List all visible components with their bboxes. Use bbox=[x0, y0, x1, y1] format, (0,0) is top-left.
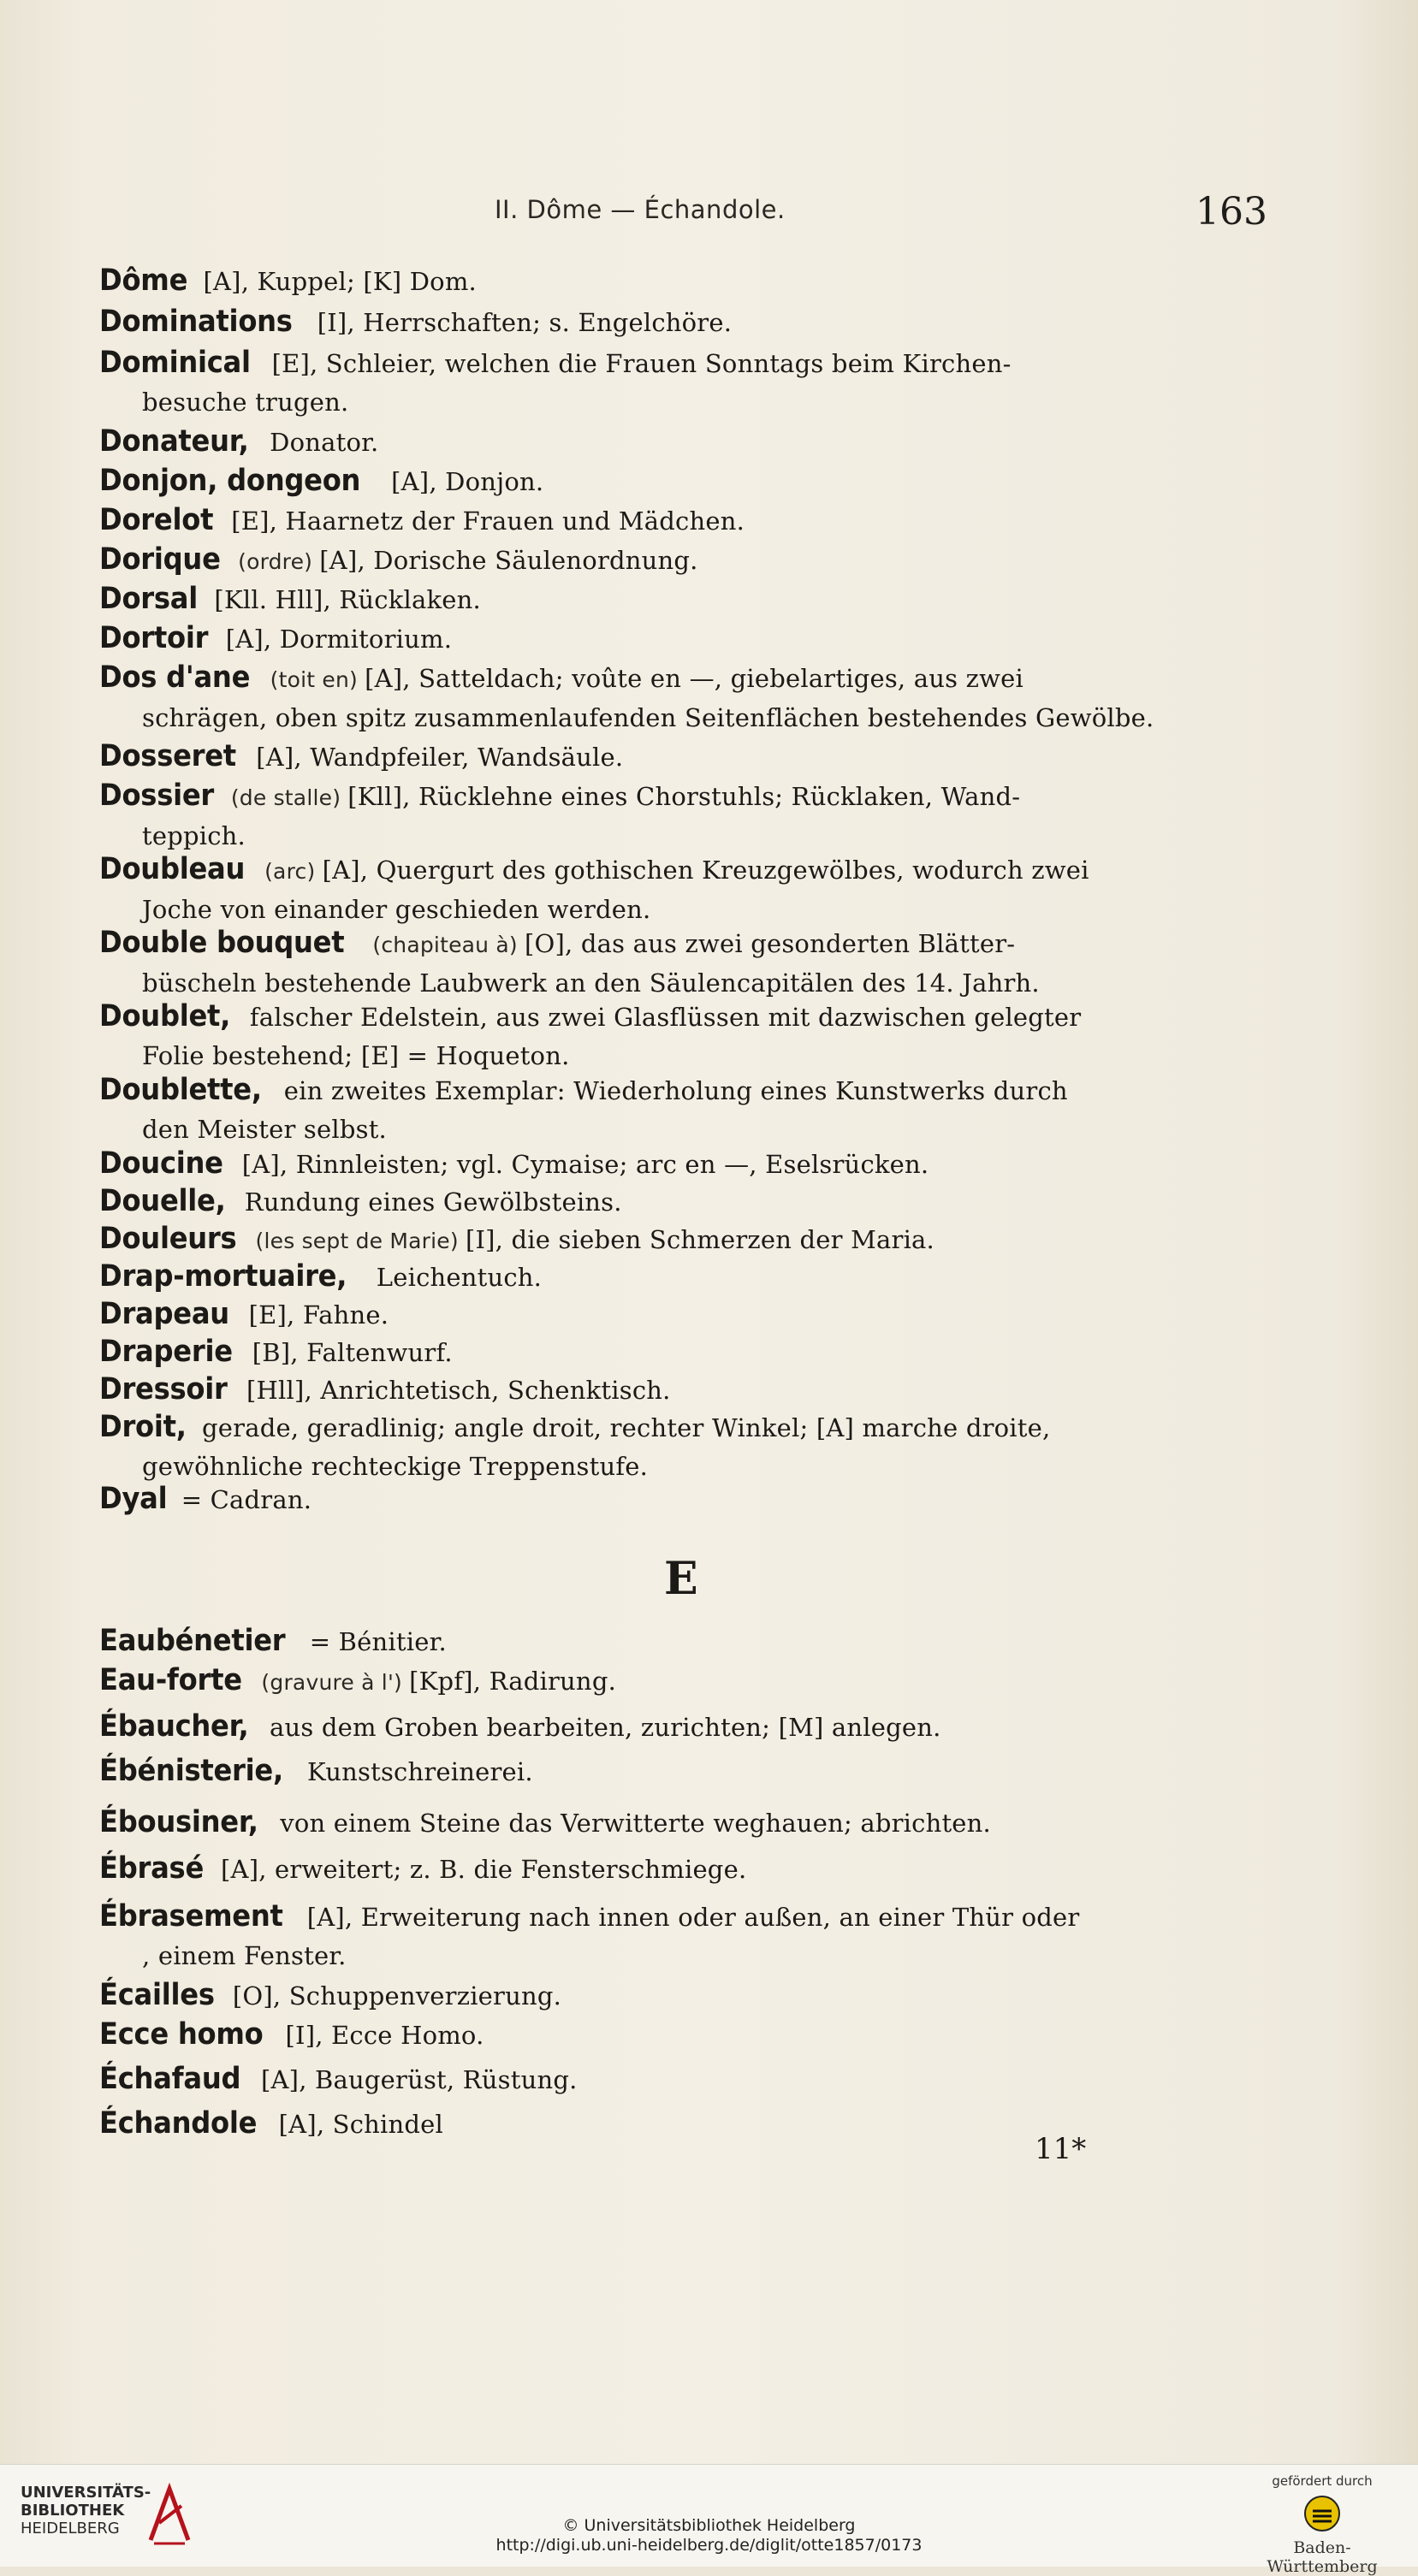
entry-text: [E], Haarnetz der Frauen und Mädchen. bbox=[222, 506, 745, 536]
entry bbox=[99, 2060, 1272, 2099]
entry-text: [I], die sieben Schmerzen der Maria. bbox=[466, 1225, 934, 1254]
entry-headword: Droit, bbox=[99, 1410, 187, 1444]
entry-text: [A], Wandpfeiler, Wandsäule. bbox=[247, 743, 624, 772]
entry bbox=[99, 659, 1272, 737]
entry bbox=[99, 1480, 1272, 1519]
entry-headword: Douelle, bbox=[99, 1184, 226, 1218]
entry-continuation: , einem Fenster. bbox=[142, 1941, 347, 1970]
entry-text: [E], Schleier, welchen die Frauen Sonntags beim Kirchen- bbox=[264, 349, 1012, 378]
entry-text: von einem Steine das Verwitterte weghauen; abrichten. bbox=[271, 1809, 991, 1838]
state-coat-of-arms-icon bbox=[1301, 2492, 1344, 2535]
entry-text: [A], Satteldach; voûte en —, giebelartiges, aus zwei bbox=[365, 664, 1023, 693]
entry-qualifier: (ordre) bbox=[230, 549, 320, 574]
entry-qualifier: (chapiteau à) bbox=[365, 933, 525, 957]
entry-headword: Dorique bbox=[99, 542, 221, 577]
entry bbox=[99, 1295, 1272, 1335]
entry bbox=[99, 580, 1272, 619]
entry-headword: Eaubénetier bbox=[99, 1624, 286, 1658]
entry-text: [A], Erweiterung nach innen oder außen, an einer Thür oder bbox=[299, 1903, 1080, 1932]
entry bbox=[99, 1220, 1272, 1260]
running-head: II. Dôme — Échandole. bbox=[495, 195, 786, 224]
entry-text: [I], Herrschaften; s. Engelchöre. bbox=[309, 308, 733, 337]
entry-headword: Ébousiner, bbox=[99, 1805, 258, 1839]
entry bbox=[99, 998, 1272, 1075]
entry-text: Kunstschreinerei. bbox=[299, 1757, 533, 1786]
entry-text: [B], Faltenwurf. bbox=[244, 1338, 453, 1367]
entry bbox=[99, 1371, 1272, 1410]
entry-headword: Échandole bbox=[99, 2106, 258, 2141]
entry-headword: Drapeau bbox=[99, 1297, 229, 1331]
entry-continuation: Joche von einander geschieden werden. bbox=[142, 895, 651, 924]
entry-headword: Dosseret bbox=[99, 739, 236, 773]
entry bbox=[99, 303, 1272, 342]
entry bbox=[99, 850, 1272, 929]
entry-text: falscher Edelstein, aus zwei Glasflüssen mit dazwischen gelegter bbox=[241, 1003, 1082, 1032]
entry bbox=[99, 1182, 1272, 1222]
entry-continuation: schrägen, oben spitz zusammenlaufenden Seitenflächen bestehendes Gewölbe. bbox=[142, 703, 1154, 732]
entry-headword: Dos d'ane bbox=[99, 660, 251, 695]
entry-text: [A], Dorische Säulenordnung. bbox=[319, 546, 698, 575]
library-footer bbox=[0, 2464, 1418, 2576]
entry bbox=[99, 1752, 1272, 1791]
entry bbox=[99, 501, 1272, 541]
entry-text: gerade, geradlinig; angle droit, rechter Winkel; [A] marche droite, bbox=[193, 1413, 1051, 1442]
entry-headword: Doucine bbox=[99, 1146, 223, 1181]
entry bbox=[99, 1145, 1272, 1184]
entry-qualifier: (arc) bbox=[257, 859, 323, 884]
copyright-text: © Universitätsbibliothek Heidelberg bbox=[562, 2516, 856, 2535]
entry-headword: Dyal bbox=[99, 1482, 168, 1516]
entry-text: [A], Quergurt des gothischen Kreuzgewölbes, wodurch zwei bbox=[322, 856, 1089, 885]
entry-text: [I], Ecce Homo. bbox=[277, 2021, 484, 2050]
entry-text: [A], Schindel bbox=[270, 2110, 444, 2139]
sponsor-block bbox=[1241, 2473, 1403, 2576]
entry-headword: Doublette, bbox=[99, 1073, 262, 1107]
entry bbox=[99, 1071, 1272, 1149]
entry bbox=[99, 1976, 1272, 2016]
entry bbox=[99, 1850, 1272, 1889]
entry-headword: Ébaucher, bbox=[99, 1709, 249, 1744]
entry-text: [A], erweitert; z. B. die Fensterschmiege. bbox=[212, 1855, 747, 1884]
entry-headword: Drap-mortuaire, bbox=[99, 1259, 347, 1294]
entry bbox=[99, 777, 1272, 856]
entry-text: [Kll. Hll], Rücklaken. bbox=[206, 585, 481, 614]
entry-text: [A], Dormitorium. bbox=[217, 625, 453, 654]
sponsor-name: Baden-Württemberg bbox=[1267, 2538, 1378, 2576]
entry-headword: Dôme bbox=[99, 264, 188, 298]
entry-text: ein zweites Exemplar: Wiederholung eines Kunstwerks durch bbox=[276, 1076, 1068, 1105]
entry bbox=[99, 1708, 1272, 1747]
entry-qualifier: (gravure à l') bbox=[254, 1670, 410, 1695]
entry bbox=[99, 1333, 1272, 1372]
entry bbox=[99, 2016, 1272, 2055]
entry-continuation: gewöhnliche rechteckige Treppenstufe. bbox=[142, 1452, 649, 1481]
entry-headword: Doubleau bbox=[99, 852, 246, 886]
entry bbox=[99, 344, 1272, 422]
entry-headword: Ébrasé bbox=[99, 1851, 205, 1886]
signature-mark: 11* bbox=[1035, 2132, 1087, 2166]
entry-qualifier: (toit en) bbox=[263, 667, 365, 692]
entry-text: Rundung eines Gewölbsteins. bbox=[236, 1187, 622, 1217]
entry-text: [O], Schuppenverzierung. bbox=[224, 1981, 562, 2010]
entry bbox=[99, 1408, 1272, 1486]
entry-continuation: besuche trugen. bbox=[142, 388, 349, 417]
library-name-line: HEIDELBERG bbox=[21, 2520, 120, 2538]
entry-headword: Dortoir bbox=[99, 621, 209, 655]
entry-text: [E], Fahne. bbox=[240, 1300, 389, 1329]
entry-text: = Cadran. bbox=[173, 1485, 312, 1514]
entry bbox=[99, 737, 1272, 777]
entry-headword: Doublet, bbox=[99, 999, 231, 1033]
entry-headword: Ébrasement bbox=[99, 1899, 283, 1933]
copyright-block bbox=[0, 2516, 1418, 2555]
entry-continuation: teppich. bbox=[142, 821, 246, 850]
entry bbox=[99, 262, 1272, 301]
entry bbox=[99, 1898, 1272, 1975]
section-letter: E bbox=[664, 1553, 698, 1605]
entry-headword: Double bouquet bbox=[99, 926, 345, 960]
entry-text: [A], Rinnleisten; vgl. Cymaise; arc en —, Eselsrücken. bbox=[234, 1150, 929, 1179]
entry-headword: Dominations bbox=[99, 305, 293, 339]
entry-headword: Échafaud bbox=[99, 2062, 241, 2096]
entry-text: Leichentuch. bbox=[368, 1263, 543, 1292]
library-name-line: UNIVERSITÄTS- bbox=[21, 2484, 151, 2502]
entry-qualifier: (les sept de Marie) bbox=[248, 1229, 466, 1253]
sponsor-label: gefördert durch bbox=[1272, 2473, 1373, 2489]
entry-headword: Dorsal bbox=[99, 582, 199, 616]
entry-continuation: büscheln bestehende Laubwerk an den Säulencapitälen des 14. Jahrh. bbox=[142, 968, 1040, 998]
entry-continuation: den Meister selbst. bbox=[142, 1115, 387, 1144]
entry bbox=[99, 423, 1272, 462]
entry-text: [Hll], Anrichtetisch, Schenktisch. bbox=[238, 1376, 671, 1405]
entry-text: [Kll], Rücklehne eines Chorstuhls; Rücklaken, Wand- bbox=[347, 782, 1021, 811]
entry bbox=[99, 1661, 1272, 1702]
entry-text: [A], Baugerüst, Rüstung. bbox=[252, 2065, 578, 2094]
entry bbox=[99, 924, 1272, 1003]
entry bbox=[99, 1258, 1272, 1297]
entry bbox=[99, 619, 1272, 659]
entry-headword: Eau-forte bbox=[99, 1663, 242, 1697]
entry bbox=[99, 2105, 1272, 2144]
entry-headword: Dossier bbox=[99, 779, 215, 813]
entry-headword: Donjon, dongeon bbox=[99, 464, 361, 498]
entry-headword: Écailles bbox=[99, 1978, 215, 2012]
entry-headword: Douleurs bbox=[99, 1222, 237, 1256]
entry-headword: Donateur, bbox=[99, 424, 249, 459]
entry bbox=[99, 462, 1272, 501]
entry-continuation: Folie bestehend; [E] = Hoqueton. bbox=[142, 1041, 570, 1070]
entry bbox=[99, 1803, 1272, 1843]
entry-headword: Ébénisterie, bbox=[99, 1754, 283, 1788]
entry-qualifier: (de stalle) bbox=[223, 785, 348, 810]
entry-text: [O], das aus zwei gesonderten Blätter- bbox=[525, 929, 1016, 958]
entry bbox=[99, 1622, 1272, 1661]
entry-headword: Dominical bbox=[99, 346, 251, 380]
page-number: 163 bbox=[1196, 190, 1267, 234]
entry-text: Donator. bbox=[261, 428, 379, 457]
entry bbox=[99, 541, 1272, 581]
entry-headword: Ecce homo bbox=[99, 2017, 264, 2052]
entry-text: [Kpf], Radirung. bbox=[409, 1667, 616, 1696]
entry-headword: Draperie bbox=[99, 1335, 233, 1369]
entry-text: [A], Kuppel; [K] Dom. bbox=[195, 267, 477, 296]
permalink-url[interactable]: http://digi.ub.uni-heidelberg.de/diglit/otte1857/0173 bbox=[495, 2536, 923, 2555]
entry-text: aus dem Groben bearbeiten, zurichten; [M] anlegen. bbox=[261, 1713, 941, 1742]
entry-text: = Bénitier. bbox=[301, 1627, 447, 1656]
entry-headword: Dorelot bbox=[99, 503, 214, 537]
library-name-line: BIBLIOTHEK bbox=[21, 2502, 125, 2520]
entry-headword: Dressoir bbox=[99, 1372, 228, 1406]
entry-text: [A], Donjon. bbox=[383, 467, 544, 496]
